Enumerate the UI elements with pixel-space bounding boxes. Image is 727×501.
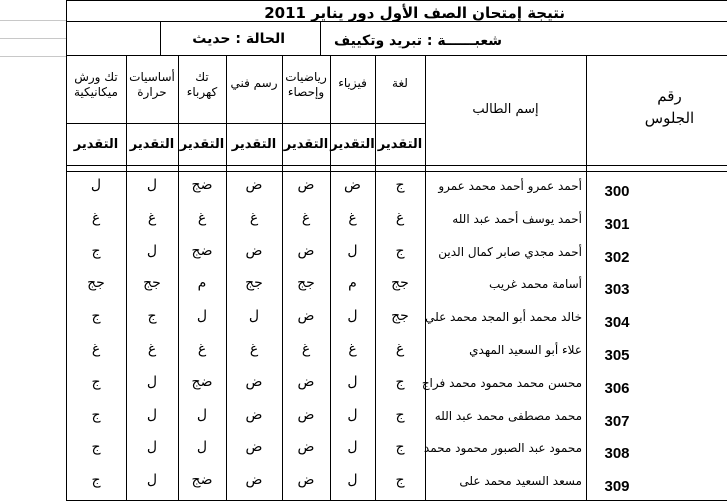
seat-number: 303 xyxy=(604,281,630,299)
grade-cell: م xyxy=(197,275,207,292)
grade-cell: ل xyxy=(196,439,208,456)
student-name: أحمد مجدي صابر كمال الدين xyxy=(438,244,582,259)
grade-cell: ل xyxy=(347,242,358,259)
student-name-header: إسم الطالب xyxy=(472,102,539,117)
grade-cell: ل xyxy=(90,177,102,193)
grade-cell: غ xyxy=(249,341,259,357)
grade-cell: ج xyxy=(91,439,101,456)
grade-cell: غ xyxy=(301,209,311,226)
grade-cell: غ xyxy=(197,341,207,357)
grade-cell: ض xyxy=(245,406,263,423)
grade-cell: ج xyxy=(91,308,101,325)
subject-header: أساسيات حرارة xyxy=(129,70,175,99)
grade-cell: جج xyxy=(391,308,409,325)
grade-cell: ج xyxy=(91,373,101,390)
seat-number: 304 xyxy=(604,314,630,332)
grid-vline xyxy=(320,21,321,55)
seat-number: 301 xyxy=(604,215,630,233)
grade-cell: جج xyxy=(143,275,161,292)
grade-cell: ض xyxy=(245,177,263,193)
grade-cell: غ xyxy=(147,341,157,357)
grade-cell: غ xyxy=(395,341,405,357)
grid-vline xyxy=(425,55,426,501)
grid-hline xyxy=(66,123,425,124)
grade-cell: جج xyxy=(297,275,315,292)
grade-cell: ج xyxy=(395,177,405,193)
grade-cell: ض xyxy=(245,439,263,456)
grade-cell: ل xyxy=(196,406,208,423)
grade-cell: ج xyxy=(395,406,405,423)
grid-hline xyxy=(66,165,727,166)
rating-header: التقدير xyxy=(73,137,119,152)
grade-cell: ل xyxy=(196,308,208,325)
grade-cell: ل xyxy=(146,373,158,390)
student-name: محسن محمد محمود محمد فراج xyxy=(421,375,582,390)
grid-hline xyxy=(66,171,727,172)
grade-cell: ل xyxy=(248,308,260,325)
student-name: أحمد عمرو أحمد محمد عمرو xyxy=(438,179,582,193)
grade-cell: ل xyxy=(146,406,158,423)
grade-cell: ج xyxy=(91,406,101,423)
grade-cell: جج xyxy=(87,275,105,292)
grid-hline xyxy=(66,0,727,1)
student-name: خالد محمد أبو المجد محمد علي xyxy=(425,310,582,325)
student-name: محمد مصطفى محمد عبد الله xyxy=(434,408,582,423)
grade-cell: جج xyxy=(245,275,263,292)
rating-header: التقدير xyxy=(377,137,423,152)
grade-cell: ج xyxy=(91,472,101,489)
grade-cell: ضج xyxy=(191,242,213,259)
grade-cell: غ xyxy=(197,209,207,226)
seat-number: 305 xyxy=(604,347,630,364)
student-name: محمود عبد الصبور محمود محمد xyxy=(423,441,582,456)
status-label: الحالة : حديث xyxy=(192,31,285,47)
grade-cell: ضج xyxy=(191,373,213,390)
subject-header: تك كهرباء xyxy=(186,70,218,99)
grade-cell: غ xyxy=(249,209,259,226)
page-title: نتيجة إمتحان الصف الأول دور يناير 2011 xyxy=(264,4,565,22)
grade-cell: ض xyxy=(344,177,361,193)
student-name: مسعد السعيد محمد على xyxy=(459,474,582,489)
rating-header: التقدير xyxy=(231,137,277,152)
grade-cell: ل xyxy=(146,177,158,193)
grade-cell: ض xyxy=(297,406,315,423)
seat-number-header: رقم الجلوس xyxy=(644,88,695,127)
rating-header: التقدير xyxy=(283,137,329,152)
grade-cell: ج xyxy=(395,439,405,456)
grade-cell: ض xyxy=(297,439,315,456)
grade-cell: ض xyxy=(297,472,315,489)
grade-cell: غ xyxy=(147,209,157,226)
grid-vline xyxy=(160,21,161,55)
subject-header: رسم فني xyxy=(230,76,278,90)
subject-header: لغة xyxy=(392,76,408,90)
grade-cell: غ xyxy=(395,209,405,226)
grade-cell: ج xyxy=(395,242,405,259)
grade-cell: ل xyxy=(146,439,158,456)
grade-cell: ض xyxy=(297,308,315,325)
grade-cell: جج xyxy=(391,275,409,292)
grade-cell: غ xyxy=(348,209,357,226)
grid-hline xyxy=(66,55,727,56)
seat-number: 302 xyxy=(604,248,630,266)
seat-number: 309 xyxy=(604,478,630,496)
grade-cell: ج xyxy=(395,373,405,390)
grade-cell: غ xyxy=(91,209,101,226)
seat-number: 307 xyxy=(604,412,630,430)
rating-header: التقدير xyxy=(330,137,375,152)
grade-cell: ل xyxy=(146,242,158,259)
grade-cell: ض xyxy=(297,242,315,259)
student-name: علاء أبو السعيد المهدي xyxy=(469,343,582,357)
grade-cell: ض xyxy=(245,373,263,390)
grade-cell: ضج xyxy=(191,177,213,193)
grade-cell: غ xyxy=(91,341,101,357)
grade-cell: ل xyxy=(347,472,358,489)
rating-header: التقدير xyxy=(129,137,175,152)
grade-cell: م xyxy=(348,275,357,292)
subject-header: تك ورش ميكانيكية xyxy=(74,70,118,99)
grade-cell: غ xyxy=(348,341,357,357)
seat-number: 306 xyxy=(604,379,630,397)
student-name: أسامة محمد غريب xyxy=(489,277,582,292)
division-label: شعبــــــة : تبريد وتكييف xyxy=(333,33,502,49)
grade-cell: ج xyxy=(91,242,101,259)
grade-cell: ل xyxy=(347,373,358,390)
seat-number: 300 xyxy=(604,183,630,200)
student-name: أحمد يوسف أحمد عبد الله xyxy=(452,211,582,226)
grade-cell: ض xyxy=(245,472,263,489)
grade-cell: ض xyxy=(245,242,263,259)
grade-cell: ل xyxy=(146,472,158,489)
grade-cell: ض xyxy=(297,373,315,390)
grade-cell: ج xyxy=(395,472,405,489)
seat-number: 308 xyxy=(604,445,630,463)
grade-cell: ض xyxy=(297,177,315,193)
subject-header: رياضيات وإحصاء xyxy=(285,70,327,99)
grade-cell: ضج xyxy=(191,472,213,489)
grade-cell: غ xyxy=(301,341,311,357)
grade-cell: ل xyxy=(347,308,358,325)
grade-cell: ل xyxy=(347,439,358,456)
grade-cell: ل xyxy=(347,406,358,423)
grade-cell: ج xyxy=(147,308,157,325)
rating-header: التقدير xyxy=(179,137,225,152)
subject-header: فيزياء xyxy=(338,76,367,90)
